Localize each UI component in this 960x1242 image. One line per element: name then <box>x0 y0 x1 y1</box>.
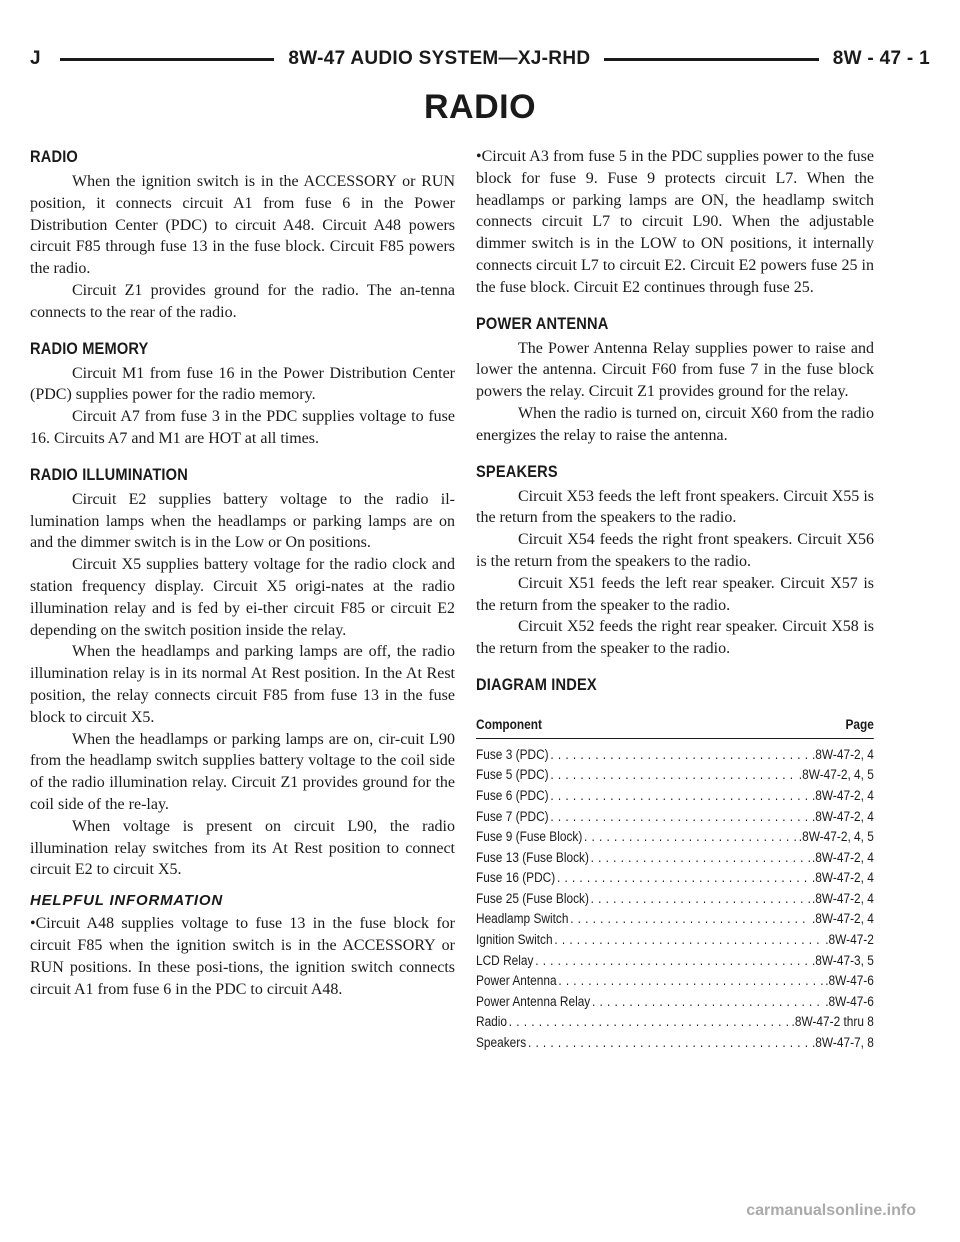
index-component: Fuse 16 (PDC) <box>476 870 556 886</box>
left-column <box>30 146 455 1000</box>
paragraph: Circuit X53 feeds the left front speakers. Circuit X55 is the return from the speakers to the radio. <box>476 487 874 527</box>
header-left: J <box>30 48 41 69</box>
index-row <box>476 848 874 869</box>
index-page: .8W-47-2, 4, 5 <box>798 829 874 845</box>
index-row <box>476 909 874 930</box>
leader-dots <box>557 868 810 889</box>
subheading-helpful-information: HELPFUL INFORMATION <box>30 892 223 910</box>
index-component: Power Antenna Relay <box>476 993 591 1009</box>
leader-dots <box>554 930 823 951</box>
leader-dots <box>584 827 797 848</box>
index-page: .8W-47-2, 4 <box>812 746 874 762</box>
index-page: .8W-47-6 <box>825 973 874 989</box>
index-page: .8W-47-2 <box>825 932 874 948</box>
index-component: Power Antenna <box>476 973 557 989</box>
index-page: .8W-47-2 thru 8 <box>791 1014 874 1030</box>
paragraph: Circuit X51 feeds the left rear speaker. Circuit X57 is the return from the speaker to the radio. <box>476 574 874 614</box>
paragraph: When voltage is present on circuit L90, the radio illumination relay switches from its At Rest position to connect circuit E2 to circuit X5. <box>30 817 455 879</box>
header-center: 8W-47 AUDIO SYSTEM—XJ-RHD <box>288 48 591 69</box>
leader-dots <box>550 807 810 828</box>
bullet-icon: • <box>30 915 36 933</box>
index-page: .8W-47-3, 5 <box>812 952 874 968</box>
leader-dots <box>591 848 811 869</box>
index-component: Ignition Switch <box>476 932 553 948</box>
leader-dots <box>535 951 810 972</box>
index-component: Fuse 13 (Fuse Block) <box>476 849 589 865</box>
watermark: carmanualsonline.info <box>746 1202 916 1219</box>
paragraph: When the ignition switch is in the ACCESSORY or RUN position, it connects circuit A1 from fuse 6 in the Power Distribution Center (PDC) to circuit A48. Circuit A48 powers circuit F85 through fuse 13 in the fuse block. Circuit F85 powers the radio. <box>30 173 455 278</box>
diagram-index-table <box>476 714 874 1054</box>
bullet-text: Circuit A3 from fuse 5 in the PDC supplies power to the fuse block for fuse 9. Fuse 9 protects circuit L7. When the headlamps or parking lamps are ON, the headlamp switch connects circuit L7 to circuit L90. When the adjustable dimmer switch is in the LOW to ON positions, it internally connects circuit L7 to circuit E2. Circuit E2 powers fuse 25 in the fuse block. Circuit E2 continues through fuse 25. <box>476 148 874 296</box>
index-component: Fuse 3 (PDC) <box>476 746 549 762</box>
index-col-component: Component <box>476 716 542 732</box>
paragraph: Circuit E2 supplies battery voltage to the radio il-lumination lamps when the headlamps or parking lamps are on and the dimmer switch is in the Low or On positions. <box>30 490 455 552</box>
index-page: .8W-47-2, 4 <box>812 787 874 803</box>
index-row <box>476 786 874 807</box>
index-row <box>476 971 874 992</box>
paragraph: Circuit X54 feeds the right front speakers. Circuit X56 is the return from the speakers to the radio. <box>476 531 874 570</box>
leader-dots <box>558 971 823 992</box>
index-component: Radio <box>476 1014 508 1030</box>
index-component: Headlamp Switch <box>476 911 569 927</box>
section-heading-radio-illumination: RADIO ILLUMINATION <box>30 464 188 484</box>
paragraph: When the headlamps or parking lamps are on, cir-cuit L90 from the headlamp switch supplies battery voltage to the coil side of the radio illumination relay. Circuit Z1 provides ground for the coil side of the re-lay. <box>30 730 455 813</box>
leader-dots <box>528 1033 810 1054</box>
index-header-row <box>476 714 874 739</box>
index-component: Fuse 5 (PDC) <box>476 767 549 783</box>
index-page: .8W-47-2, 4, 5 <box>798 767 874 783</box>
index-page: .8W-47-2, 4 <box>812 870 874 886</box>
right-column <box>476 146 874 1054</box>
leader-dots <box>591 889 811 910</box>
index-component: Fuse 7 (PDC) <box>476 808 549 824</box>
paragraph: Circuit M1 from fuse 16 in the Power Distribution Center (PDC) supplies power for the radio memory. <box>30 364 455 404</box>
section-heading-radio: RADIO <box>30 147 78 166</box>
header-rule-right <box>604 58 818 61</box>
section-heading-speakers: SPEAKERS <box>476 461 558 481</box>
index-row <box>476 992 874 1013</box>
paragraph: When the radio is turned on, circuit X60 from the radio energizes the relay to raise the antenna. <box>476 404 874 444</box>
paragraph: Circuit A7 from fuse 3 in the PDC supplies voltage to fuse 16. Circuits A7 and M1 are HOT at all times. <box>30 408 455 447</box>
index-component: Fuse 25 (Fuse Block) <box>476 890 589 906</box>
leader-dots <box>592 992 823 1013</box>
paragraph: Circuit X52 feeds the right rear speaker. Circuit X58 is the return from the speaker to the radio. <box>476 618 874 658</box>
index-row <box>476 868 874 889</box>
page-title: RADIO <box>423 88 537 126</box>
index-rows <box>476 745 874 1054</box>
index-col-page: Page <box>845 716 874 732</box>
leader-dots <box>550 765 797 786</box>
leader-dots <box>570 909 810 930</box>
paragraph: Circuit Z1 provides ground for the radio. The an-tenna connects to the rear of the radio. <box>30 281 455 321</box>
index-row <box>476 1012 874 1033</box>
index-component: Speakers <box>476 1035 527 1051</box>
header-right: 8W - 47 - 1 <box>832 48 931 69</box>
bullet-paragraph <box>30 913 455 1000</box>
index-row <box>476 827 874 848</box>
index-row <box>476 930 874 951</box>
index-page: .8W-47-7, 8 <box>812 1035 874 1051</box>
index-page: .8W-47-2, 4 <box>812 808 874 824</box>
index-component: Fuse 6 (PDC) <box>476 787 549 803</box>
bullet-icon: • <box>476 148 482 165</box>
index-row <box>476 745 874 766</box>
section-heading-radio-memory: RADIO MEMORY <box>30 338 149 358</box>
index-page: .8W-47-6 <box>825 993 874 1009</box>
leader-dots <box>550 786 810 807</box>
paragraph: When the headlamps and parking lamps are off, the radio illumination relay is in its normal At Rest position. In the At Rest position, the relay connects circuit F85 from fuse 13 in the fuse block to circuit X5. <box>30 643 455 726</box>
section-heading-power-antenna: POWER ANTENNA <box>476 313 609 333</box>
index-row <box>476 889 874 910</box>
page-header <box>30 44 930 74</box>
index-page: .8W-47-2, 4 <box>812 890 874 906</box>
index-component: LCD Relay <box>476 952 534 968</box>
section-heading-diagram-index: DIAGRAM INDEX <box>476 674 597 694</box>
index-page: .8W-47-2, 4 <box>812 849 874 865</box>
index-row <box>476 765 874 786</box>
index-row <box>476 1033 874 1054</box>
leader-dots <box>509 1012 790 1033</box>
paragraph: The Power Antenna Relay supplies power to raise and lower the antenna. Circuit F60 from fuse 7 in the fuse block powers the relay. Circuit Z1 provides ground for the relay. <box>476 339 874 401</box>
index-row <box>476 951 874 972</box>
header-rule-left <box>60 58 274 61</box>
bullet-text: Circuit A48 supplies voltage to fuse 13 in the fuse block for circuit F85 when the ignition switch is in the ACCESSORY or RUN positions. In these posi-tions, the ignition switch connects circuit A1 from fuse 6 in the PDC to circuit A48. <box>30 915 455 998</box>
leader-dots <box>550 745 810 766</box>
bullet-paragraph <box>476 146 874 299</box>
paragraph: Circuit X5 supplies battery voltage for the radio clock and station frequency display. Circuit X5 origi-nates at the radio illumination relay and is fed by ei-ther circuit F85 or circuit E2 depending on the switch position inside the relay. <box>30 556 455 639</box>
index-row <box>476 807 874 828</box>
index-component: Fuse 9 (Fuse Block) <box>476 829 583 845</box>
index-page: .8W-47-2, 4 <box>812 911 874 927</box>
